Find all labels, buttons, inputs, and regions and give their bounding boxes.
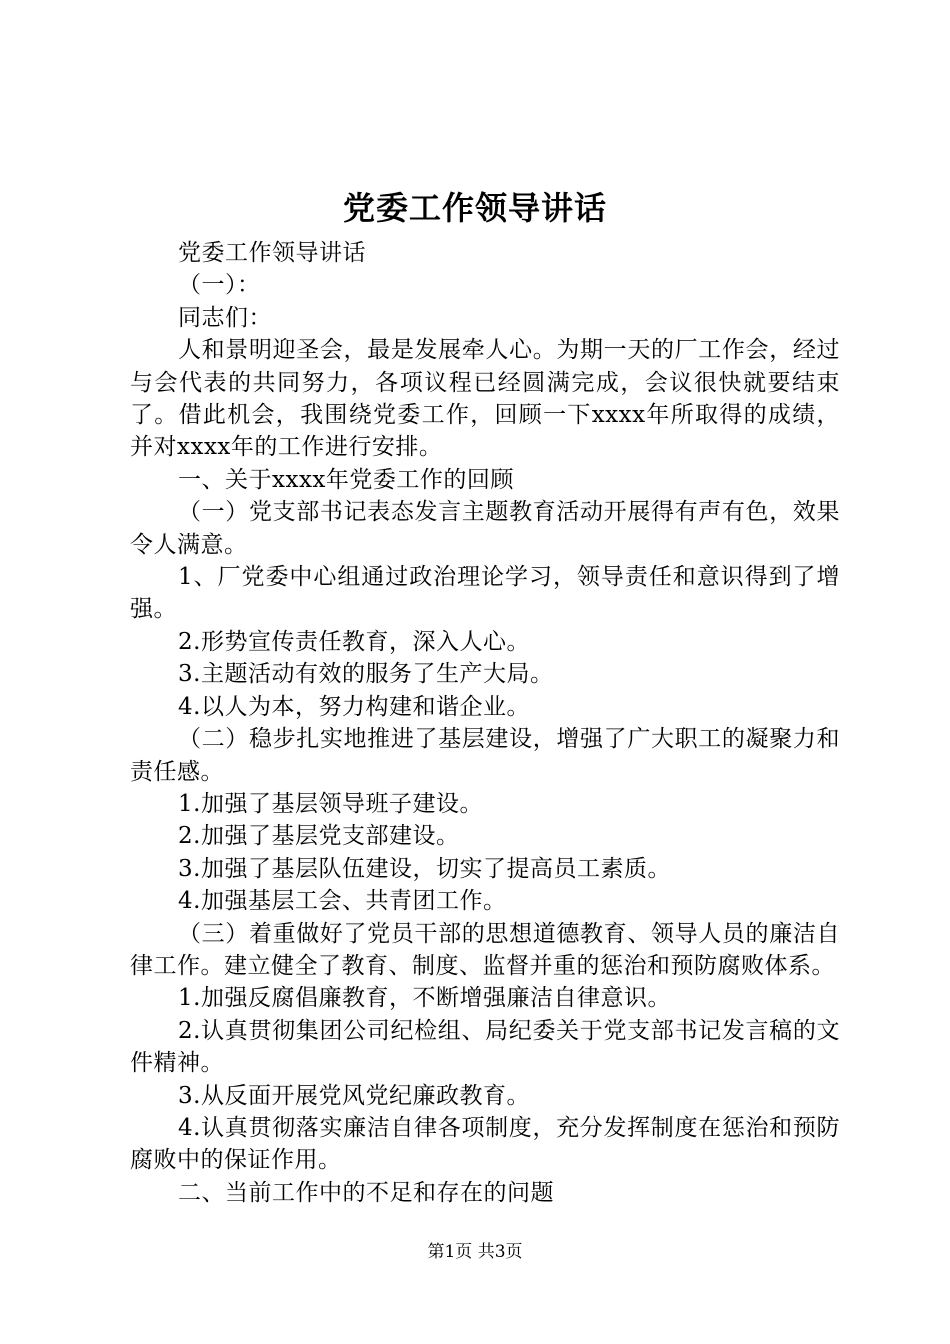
list-item: 1.加强了基层领导班子建设。 bbox=[178, 790, 483, 817]
paragraph: （三）着重做好了党员干部的思想道德教育、领导人员的廉洁自律工作。建立健全了教育、制度、监督并重的惩治和预防腐败体系。 bbox=[130, 920, 840, 979]
list-item: 3.主题活动有效的服务了生产大局。 bbox=[178, 661, 554, 688]
paragraph: （二）稳步扎实地推进了基层建设，增强了广大职工的凝聚力和责任感。 bbox=[130, 726, 840, 785]
list-item: 1、厂党委中心组通过政治理论学习，领导责任和意识得到了增强。 bbox=[130, 564, 840, 623]
paragraph: （一）党支部书记表态发言主题教育活动开展得有声有色，效果令人满意。 bbox=[130, 499, 840, 558]
list-item: 2.加强了基层党支部建设。 bbox=[178, 823, 460, 850]
list-item: 1.加强反腐倡廉教育，不断增强廉洁自律意识。 bbox=[178, 985, 671, 1012]
paragraph: 党委工作领导讲话 bbox=[178, 240, 366, 266]
section-heading: 一、关于xxxx年党委工作的回顾 bbox=[178, 466, 514, 493]
document-body bbox=[130, 237, 840, 1209]
paragraph: 同志们： bbox=[178, 304, 272, 331]
list-item: 4.加强基层工会、共青团工作。 bbox=[178, 888, 507, 915]
paragraph: （一）： bbox=[178, 272, 261, 299]
paragraph: 人和景明迎圣会，最是发展牵人心。为期一天的厂工作会，经过与会代表的共同努力，各项议程已经圆满完成，会议很快就要结束了。借此机会，我围绕党委工作，回顾一下xxxx年所取得的成绩，并对xxxx年的工作进行安排。 bbox=[130, 337, 840, 461]
page-number-footer: 第1页 共3页 bbox=[427, 1242, 523, 1262]
list-item: 3.加强了基层队伍建设，切实了提高员工素质。 bbox=[178, 855, 671, 882]
section-heading: 二、当前工作中的不足和存在的问题 bbox=[178, 1179, 554, 1206]
list-item: 4.认真贯彻落实廉洁自律各项制度，充分发挥制度在惩治和预防腐败中的保证作用。 bbox=[130, 1114, 840, 1174]
list-item: 3.从反面开展党风党纪廉政教育。 bbox=[178, 1082, 530, 1109]
list-item: 2.认真贯彻集团公司纪检组、局纪委关于党支部书记发言稿的文件精神。 bbox=[130, 1017, 840, 1077]
list-item: 4.以人为本，努力构建和谐企业。 bbox=[178, 693, 530, 720]
document-title: 党委工作领导讲话 bbox=[342, 189, 607, 227]
list-item: 2.形势宣传责任教育，深入人心。 bbox=[178, 628, 530, 655]
